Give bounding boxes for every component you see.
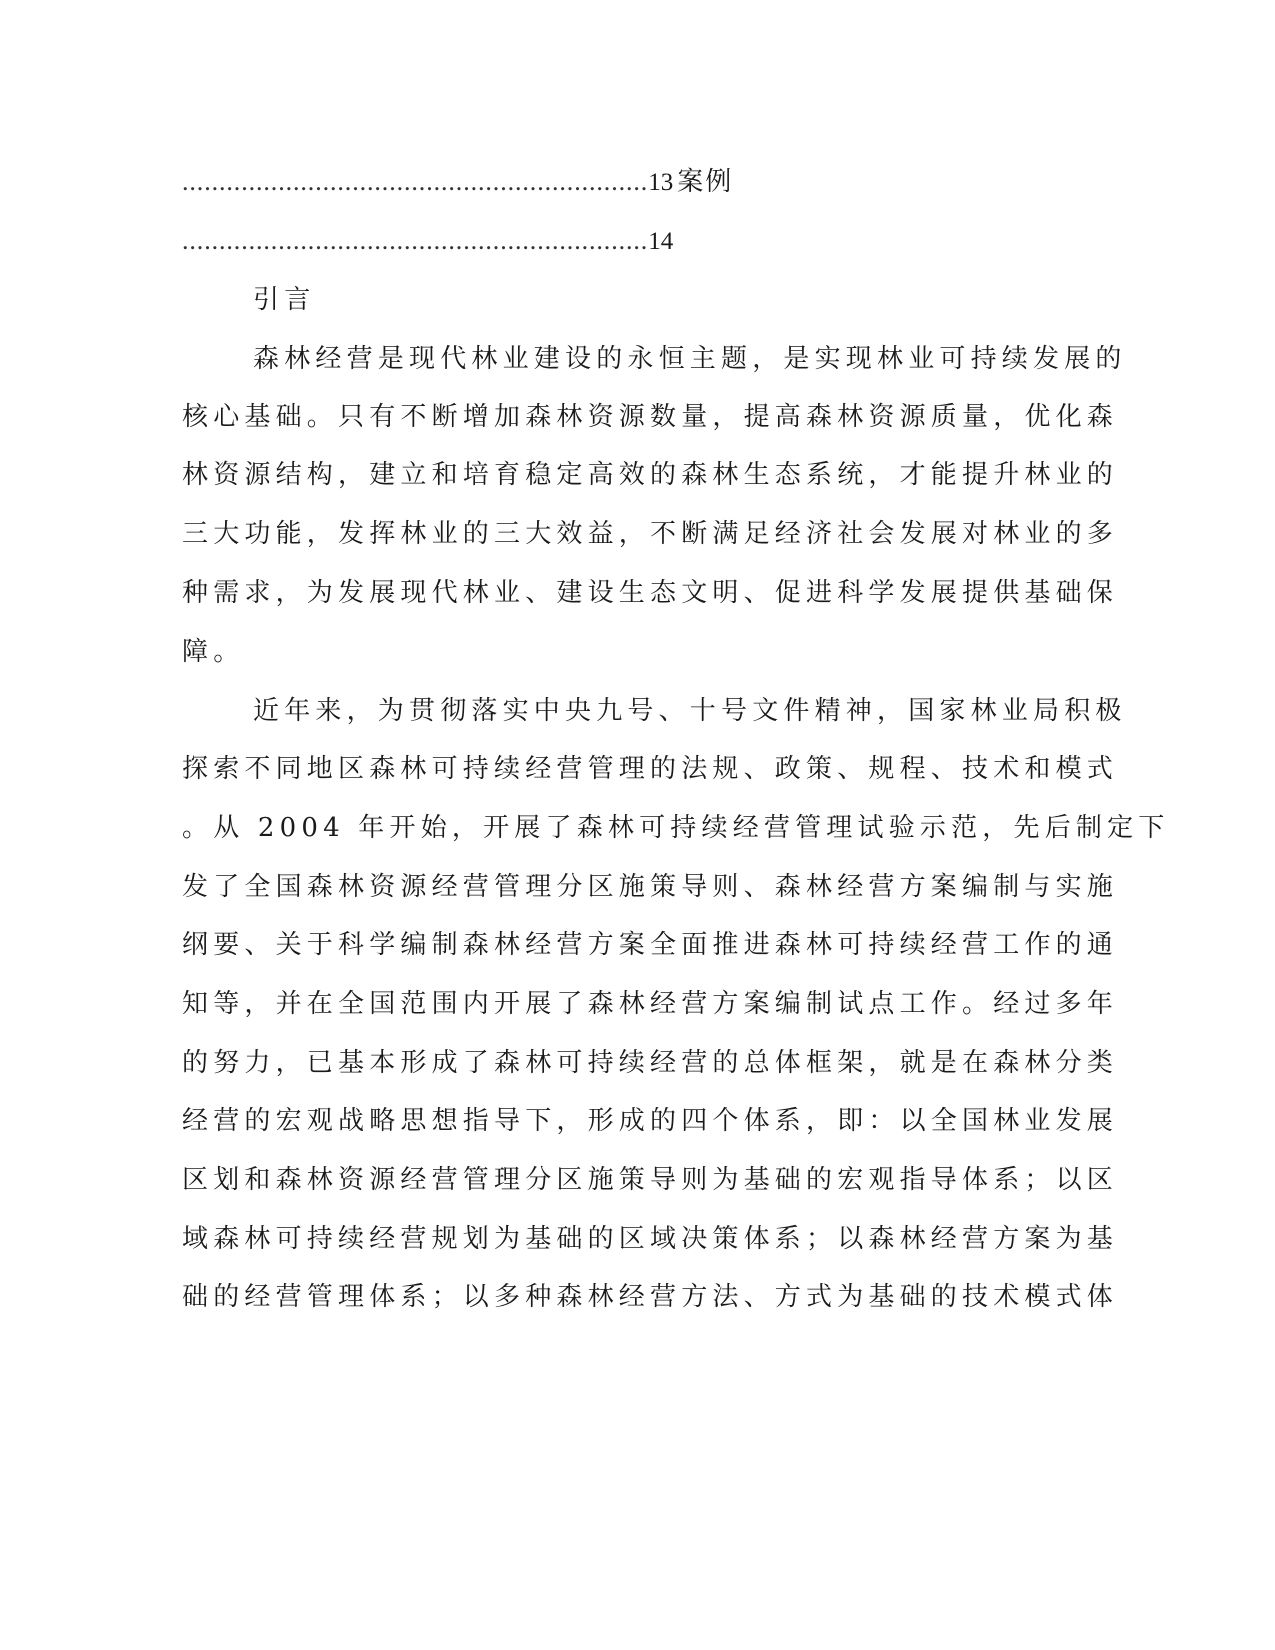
paragraph-1-line: 障。 [182,637,245,667]
paragraph-2-line: 近年来，为贯彻落实中央九号、十号文件精神，国家林业局积极 [253,696,1127,726]
paragraph-1-line: 林资源结构，建立和培育稳定高效的森林生态系统，才能提升林业的 [182,460,1119,490]
paragraph-1-line: 核心基础。只有不断增加森林资源数量，提高森林资源质量，优化森 [182,402,1119,432]
toc-entry[interactable] [182,165,733,200]
paragraph-2-line: 区划和森林资源经营管理分区施策导则为基础的宏观指导体系；以区 [182,1165,1119,1195]
paragraph-2-line: 域森林可持续经营规划为基础的区域决策体系；以森林经营方案为基 [182,1224,1119,1254]
paragraph-2-line: 经营的宏观战略思想指导下，形成的四个体系，即：以全国林业发展 [182,1106,1119,1136]
toc-leader-dots: ............................................................... [182,226,649,255]
toc-page-number: 13 [648,169,674,196]
paragraph-2-line: 发了全国森林资源经营管理分区施策导则、森林经营方案编制与实施 [182,872,1119,902]
toc-leader-dots: ............................................................... [182,167,649,196]
section-heading: 引言 [253,285,316,315]
paragraph-1-line: 三大功能，发挥林业的三大效益，不断满足经济社会发展对林业的多 [182,519,1119,549]
toc-next-title: 案例 [677,167,734,196]
paragraph-2-line: 纲要、关于科学编制森林经营方案全面推进森林可持续经营工作的通 [182,930,1119,960]
paragraph-1-line: 森林经营是现代林业建设的永恒主题，是实现林业可持续发展的 [253,344,1127,374]
toc-page-number: 14 [648,228,674,255]
paragraph-2-line: 探索不同地区森林可持续经营管理的法规、政策、规程、技术和模式 [182,754,1119,784]
toc-entry[interactable] [182,224,673,259]
paragraph-2-line: 的努力，已基本形成了森林可持续经营的总体框架，就是在森林分类 [182,1048,1119,1078]
paragraph-2-line: 知等，并在全国范围内开展了森林经营方案编制试点工作。经过多年 [182,989,1119,1019]
paragraph-2-line: 础的经营管理体系；以多种森林经营方法、方式为基础的技术模式体 [182,1282,1119,1312]
paragraph-1-line: 种需求，为发展现代林业、建设生态文明、促进科学发展提供基础保 [182,578,1119,608]
paragraph-2-line: 。从 2004 年开始，开展了森林可持续经营管理试验示范，先后制定下 [182,813,1170,843]
